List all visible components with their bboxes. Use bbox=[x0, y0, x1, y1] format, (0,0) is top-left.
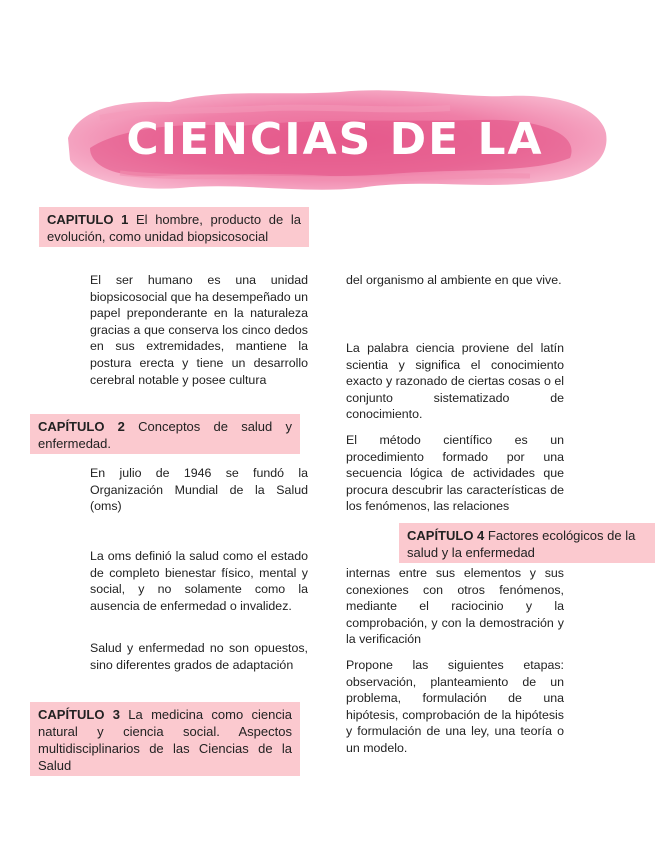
right-paragraph: del organismo al ambiente en que vive. bbox=[346, 273, 562, 287]
chapter-label: CAPÍTULO 4 bbox=[407, 528, 485, 543]
chapter-label: CAPITULO 1 bbox=[47, 212, 129, 227]
chapter-text: Factores ecológicos de la salud y la enfermedad bbox=[407, 528, 636, 560]
right-paragraph: Propone las siguientes etapas: observación, planteamiento de un problema, formulación de una hipótesis, comprobación de la hipótesis y formulación de una ley, una teoría o un modelo. bbox=[346, 658, 564, 755]
left-paragraph: El ser humano es una unidad biopsicosocial que ha desempeñado un papel preponderante en la naturaleza gracias a que conserva los cinco dedos en sus extremidades, mantiene la postura erecta y tiene un desarrollo cerebral notable y posee cultura bbox=[90, 273, 308, 387]
chapter-text: El hombre, producto de la evolución, como unidad biopsicosocial bbox=[47, 212, 301, 244]
right-paragraph: internas entre sus elementos y sus conexiones con otros fenómenos, mediante el raciocinio y la comprobación, y con la demostración y la verificación bbox=[346, 566, 564, 647]
chapter-3-box bbox=[30, 702, 300, 776]
left-paragraph: En julio de 1946 se fundó la Organización Mundial de la Salud (oms) bbox=[90, 466, 308, 514]
chapter-2-box bbox=[30, 414, 300, 454]
chapter-label: CAPÍTULO 3 bbox=[38, 707, 120, 722]
chapter-4-box bbox=[399, 523, 655, 563]
chapter-1-box bbox=[39, 207, 309, 247]
left-paragraph: Salud y enfermedad no son opuestos, sino diferentes grados de adaptación bbox=[90, 641, 308, 672]
left-paragraph: La oms definió la salud como el estado de completo bienestar físico, mental y social, y no solamente como la ausencia de enfermedad o invalidez. bbox=[90, 549, 308, 613]
chapter-text: La medicina como ciencia natural y ciencia social. Aspectos multidisciplinarios de las Ciencias de la Salud bbox=[38, 707, 292, 773]
page-title: CIENCIAS DE LA bbox=[126, 114, 544, 165]
right-paragraph: La palabra ciencia proviene del latín scientia y significa el conocimiento exacto y razonado de ciertas cosas o el conjunto sistematizado de conocimiento. bbox=[346, 341, 564, 422]
chapter-text: Conceptos de salud y enfermedad. bbox=[38, 419, 292, 451]
right-paragraph: El método científico es un procedimiento formado por una secuencia lógica de actividades que procura descubrir las características de los fenómenos, las relaciones bbox=[346, 433, 564, 514]
title-banner bbox=[60, 78, 610, 198]
chapter-label: CAPÍTULO 2 bbox=[38, 419, 125, 434]
